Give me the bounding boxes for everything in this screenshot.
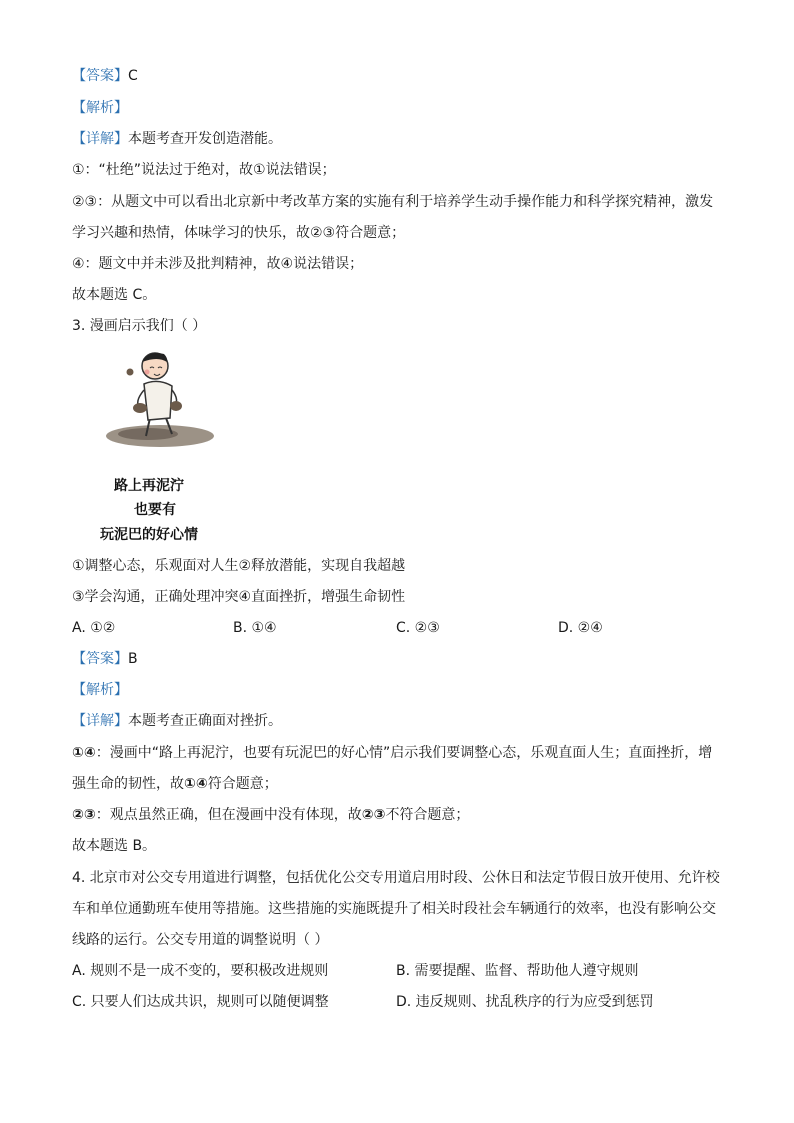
conclusion-line: 故本题选 B。 xyxy=(72,838,157,854)
explanation-marker: ②③ xyxy=(361,807,386,823)
statement-line: ③学会沟通，正确处理冲突④直面挫折，增强生命韧性 xyxy=(72,589,406,605)
answer-row xyxy=(72,66,138,86)
answer-value: C xyxy=(128,68,138,84)
answer-label: 【答案】 xyxy=(72,68,128,84)
explanation-text: 不符合题意； xyxy=(385,807,470,823)
explanation-text: 符合题意； xyxy=(207,776,278,792)
option-d[interactable]: D. 违反规则、扰乱秩序的行为应受到惩罚 xyxy=(396,994,654,1010)
detail-text: 本题考查开发创造潜能。 xyxy=(128,131,282,147)
explanation-marker: ①④ xyxy=(72,745,96,761)
option-b[interactable]: B. 需要提醒、监督、帮助他人遵守规则 xyxy=(396,963,639,979)
option-b[interactable]: B. ①④ xyxy=(233,620,277,636)
explanation-line: ④：题文中并未涉及批判精神，故④说法错误； xyxy=(72,256,364,272)
explanation-line xyxy=(72,743,712,763)
explanation-line: 学习兴趣和热情，体味学习的快乐，故②③符合题意； xyxy=(72,225,406,241)
explanation-marker: ①④ xyxy=(184,776,208,792)
question-stem: 3. 漫画启示我们（ ） xyxy=(72,318,207,334)
answer-row xyxy=(72,649,138,669)
question-stem: 车和单位通勤班车使用等措施。这些措施的实施既提升了相关时段社会车辆通行的效率，也没有影响公交 xyxy=(72,901,716,917)
statement-line: ①调整心态，乐观面对人生②释放潜能，实现自我超越 xyxy=(72,558,406,574)
comic-caption-line: 路上再泥泞 xyxy=(114,478,184,494)
explanation-text: ：观点虽然正确，但在漫画中没有体现，故 xyxy=(95,807,362,823)
conclusion-line: 故本题选 C。 xyxy=(72,287,157,303)
option-d[interactable]: D. ②④ xyxy=(558,620,603,636)
explanation-text: 强生命的韧性，故 xyxy=(72,776,184,792)
comic-illustration xyxy=(100,344,230,549)
explanation-line: ①：“杜绝”说法过于绝对，故①说法错误； xyxy=(72,162,336,178)
explanation-line xyxy=(72,805,469,825)
explanation-marker: ②③ xyxy=(72,807,96,823)
detail-label: 【详解】 xyxy=(72,131,128,147)
comic-caption-line: 玩泥巴的好心情 xyxy=(100,527,198,543)
detail-row xyxy=(72,129,282,149)
detail-row xyxy=(72,711,282,731)
explanation-text: ：漫画中“路上再泥泞，也要有玩泥巴的好心情”启示我们要调整心态，乐观直面人生；直面挫折，增 xyxy=(95,745,713,761)
comic-caption-line: 也要有 xyxy=(134,502,176,518)
option-c[interactable]: C. ②③ xyxy=(396,620,440,636)
explanation-line: ②③：从题文中可以看出北京新中考改革方案的实施有利于培养学生动手操作能力和科学探究精神，激发 xyxy=(72,194,714,210)
answer-label: 【答案】 xyxy=(72,651,128,667)
detail-label: 【详解】 xyxy=(72,713,128,729)
option-a[interactable]: A. ①② xyxy=(72,620,116,636)
question-stem: 4. 北京市对公交专用道进行调整，包括优化公交专用道启用时段、公休日和法定节假日放开使用、允许校 xyxy=(72,870,720,886)
option-c[interactable]: C. 只要人们达成共识，规则可以随便调整 xyxy=(72,994,329,1010)
answer-value: B xyxy=(128,651,138,667)
option-a[interactable]: A. 规则不是一成不变的，要积极改进规则 xyxy=(72,963,329,979)
explanation-line xyxy=(72,774,278,794)
question-stem: 线路的运行。公交专用道的调整说明（ ） xyxy=(72,932,329,948)
analysis-label: 【解析】 xyxy=(72,682,128,698)
detail-text: 本题考查正确面对挫折。 xyxy=(128,713,282,729)
analysis-label: 【解析】 xyxy=(72,100,128,116)
